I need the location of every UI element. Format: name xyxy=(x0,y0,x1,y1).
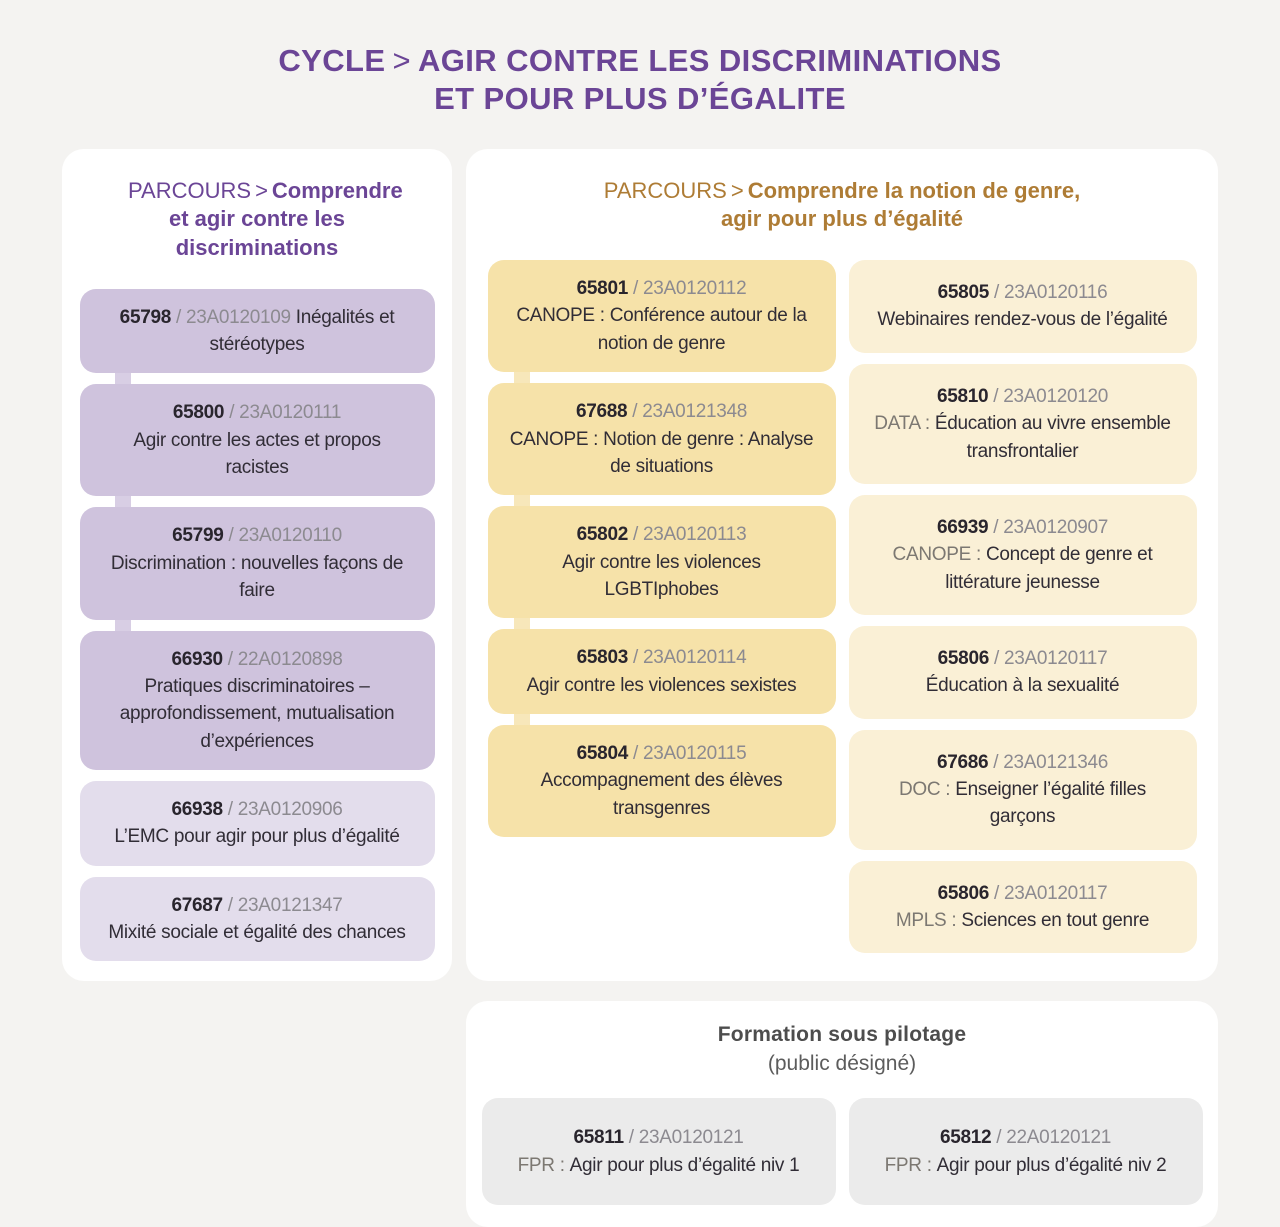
course-code: 23A0120111 xyxy=(239,402,342,424)
course-code: 23A0120114 xyxy=(642,647,747,669)
parcours-genre-panel xyxy=(466,149,1218,982)
course-code: 23A0120110 xyxy=(238,525,342,547)
course-title-text: Éducation au vivre ensemble transfrontalier xyxy=(934,413,1171,462)
course-card-65798 xyxy=(80,289,435,374)
course-title: CANOPE : Notion de genre : Analyse de situations xyxy=(509,428,814,477)
course-title-text: Webinaires rendez-vous de l’égalité xyxy=(877,309,1168,331)
slash-separator: / xyxy=(227,894,233,916)
course-prefix: FPR : xyxy=(517,1154,565,1176)
course-title: Inégalités et stéréotypes xyxy=(209,306,395,356)
cycle-title-text: AGIR CONTRE LES DISCRIMINATIONS xyxy=(417,43,1002,78)
cycle-title-line1 xyxy=(0,42,1280,80)
course-title: Agir contre les actes et propos racistes xyxy=(133,429,381,479)
course-card-66930 xyxy=(80,631,435,770)
course-title: Agir contre les violences LGBTIphobes xyxy=(562,551,761,600)
slash-separator: / xyxy=(632,647,638,669)
course-number: 65799 xyxy=(172,525,224,547)
course-card-65805 xyxy=(849,260,1197,353)
card-connector xyxy=(115,373,131,384)
course-title: L’EMC pour agir pour plus d’égalité xyxy=(114,826,400,848)
parcours-discriminations-panel xyxy=(62,149,452,982)
course-card-65811 xyxy=(482,1098,836,1205)
course-title xyxy=(871,541,1175,596)
course-number: 65804 xyxy=(576,743,628,765)
course-title-text: Agir pour plus d’égalité niv 2 xyxy=(936,1154,1167,1176)
pilotage-subtitle: (public désigné) xyxy=(767,1052,917,1076)
course-number: 65798 xyxy=(119,306,172,328)
card-connector xyxy=(514,495,530,506)
discriminations-card-list xyxy=(79,289,435,962)
course-number: 66939 xyxy=(936,516,989,538)
slash-separator: / xyxy=(993,751,999,773)
course-card-65800 xyxy=(80,384,435,496)
parcours-label: PARCOURS xyxy=(603,177,727,203)
course-number: 67686 xyxy=(936,751,989,773)
course-prefix: FPR : xyxy=(884,1154,932,1176)
slash-separator: / xyxy=(993,647,999,669)
slash-separator: / xyxy=(993,282,999,304)
genre-columns xyxy=(486,260,1198,953)
course-code: 23A0120112 xyxy=(642,278,747,300)
course-code: 23A0120121 xyxy=(638,1127,744,1149)
course-number: 67687 xyxy=(171,894,223,916)
course-code: 23A0120109 xyxy=(186,306,291,328)
header-separator: > xyxy=(730,177,744,203)
course-number: 65803 xyxy=(576,647,628,669)
course-card-67687 xyxy=(80,877,435,962)
pilotage-row xyxy=(0,1001,1280,1227)
course-card-65810 xyxy=(849,364,1197,484)
course-code: 23A0120116 xyxy=(1003,282,1108,304)
course-number: 65802 xyxy=(576,524,628,546)
course-title: Pratiques discriminatoires – approfondissement, mutualisation d’expériences xyxy=(119,675,395,752)
course-number: 66930 xyxy=(171,648,223,670)
course-number: 65805 xyxy=(937,282,989,304)
course-prefix: DOC : xyxy=(898,779,951,801)
card-connector xyxy=(514,618,530,629)
course-title xyxy=(871,306,1175,333)
course-title-text: Agir pour plus d’égalité niv 1 xyxy=(569,1154,800,1176)
course-number: 65811 xyxy=(573,1127,624,1149)
pilotage-panel xyxy=(466,1001,1218,1227)
course-code: 23A0120113 xyxy=(642,524,747,546)
slash-separator: / xyxy=(993,516,999,538)
course-number: 65801 xyxy=(576,278,628,300)
card-connector xyxy=(115,620,131,631)
slash-separator: / xyxy=(996,1127,1002,1149)
course-number: 66938 xyxy=(171,798,223,820)
course-card-65802 xyxy=(488,506,836,618)
course-card-65812 xyxy=(849,1098,1203,1205)
course-prefix: CANOPE : xyxy=(892,544,981,566)
title-separator: > xyxy=(392,43,411,78)
course-title xyxy=(871,776,1175,831)
slash-separator: / xyxy=(227,648,233,670)
course-title: Agir contre les violences sexistes xyxy=(526,674,797,696)
pilotage-card-list xyxy=(481,1098,1203,1205)
course-code: 23A0120120 xyxy=(1003,385,1109,407)
slash-separator: / xyxy=(628,1127,634,1149)
course-code: 23A0120115 xyxy=(642,743,747,765)
cycle-title-line2: ET POUR PLUS D’ÉGALITE xyxy=(434,81,846,117)
parcours-title: Comprendre la notion de genre, agir pour plus d’égalité xyxy=(720,177,1081,232)
course-number: 65812 xyxy=(939,1127,992,1149)
parcours-genre-header xyxy=(592,177,1092,234)
genre-column-right xyxy=(849,260,1197,953)
course-title xyxy=(865,1152,1187,1179)
pilotage-title: Formation sous pilotage xyxy=(717,1023,967,1047)
slash-separator: / xyxy=(229,402,235,424)
cycle-label: CYCLE xyxy=(278,43,386,78)
course-card-65801 xyxy=(488,260,836,372)
course-card-66939 xyxy=(849,495,1197,615)
course-number: 67688 xyxy=(575,401,628,423)
parcours-discriminations-header xyxy=(128,177,403,263)
parcours-label: PARCOURS xyxy=(128,177,252,203)
course-card-66938 xyxy=(80,781,435,866)
course-title-text: Éducation à la sexualité xyxy=(925,675,1120,697)
course-title xyxy=(871,672,1175,699)
course-number: 65806 xyxy=(937,882,989,904)
slash-separator: / xyxy=(632,401,638,423)
course-card-65804 xyxy=(488,725,836,837)
slash-separator: / xyxy=(176,306,181,328)
course-number: 65810 xyxy=(936,385,989,407)
course-card-65806 xyxy=(849,626,1197,719)
card-connector xyxy=(115,496,131,507)
genre-column-left xyxy=(488,260,836,837)
course-prefix: DATA : xyxy=(874,413,930,435)
course-code: 22A0120121 xyxy=(1006,1127,1112,1149)
slash-separator: / xyxy=(632,278,638,300)
cycle-title xyxy=(0,0,1280,119)
course-code: 23A0121347 xyxy=(237,894,343,916)
slash-separator: / xyxy=(228,525,234,547)
slash-separator: / xyxy=(993,882,999,904)
course-code: 23A0121346 xyxy=(1003,751,1109,773)
header-separator: > xyxy=(255,177,268,203)
slash-separator: / xyxy=(632,524,638,546)
course-title xyxy=(498,1152,820,1179)
card-connector xyxy=(514,714,530,725)
course-title: Accompagnement des élèves transgenres xyxy=(540,770,783,819)
course-card-67686 xyxy=(849,730,1197,850)
course-code: 23A0120117 xyxy=(1003,647,1108,669)
course-code: 23A0120117 xyxy=(1003,882,1108,904)
course-number: 65806 xyxy=(937,647,989,669)
course-number: 65800 xyxy=(172,402,225,424)
course-card-65806-mpls xyxy=(849,861,1197,954)
course-title-text: Enseigner l’égalité filles garçons xyxy=(955,779,1147,828)
course-title: Discrimination : nouvelles façons de faire xyxy=(110,552,404,602)
slash-separator: / xyxy=(227,798,233,820)
slash-separator: / xyxy=(632,743,638,765)
course-code: 23A0121348 xyxy=(642,401,748,423)
course-code: 23A0120906 xyxy=(237,798,343,820)
parcours-row xyxy=(0,149,1280,982)
parcours-title: Comprendre et agir contre les discriminations xyxy=(168,177,403,261)
course-code: 22A0120898 xyxy=(237,648,343,670)
course-card-67688 xyxy=(488,383,836,495)
course-title xyxy=(871,907,1175,934)
course-prefix: MPLS : xyxy=(895,910,957,932)
course-title-text: Sciences en tout genre xyxy=(961,910,1150,932)
slash-separator: / xyxy=(993,385,999,407)
course-code: 23A0120907 xyxy=(1003,516,1109,538)
course-title-text: Concept de genre et littérature jeunesse xyxy=(945,544,1153,593)
course-card-65803 xyxy=(488,629,836,714)
course-title: Mixité sociale et égalité des chances xyxy=(108,922,406,944)
course-title xyxy=(871,410,1175,465)
card-connector xyxy=(514,372,530,383)
course-card-65799 xyxy=(80,507,435,619)
course-title: CANOPE : Conférence autour de la notion de genre xyxy=(516,305,807,354)
